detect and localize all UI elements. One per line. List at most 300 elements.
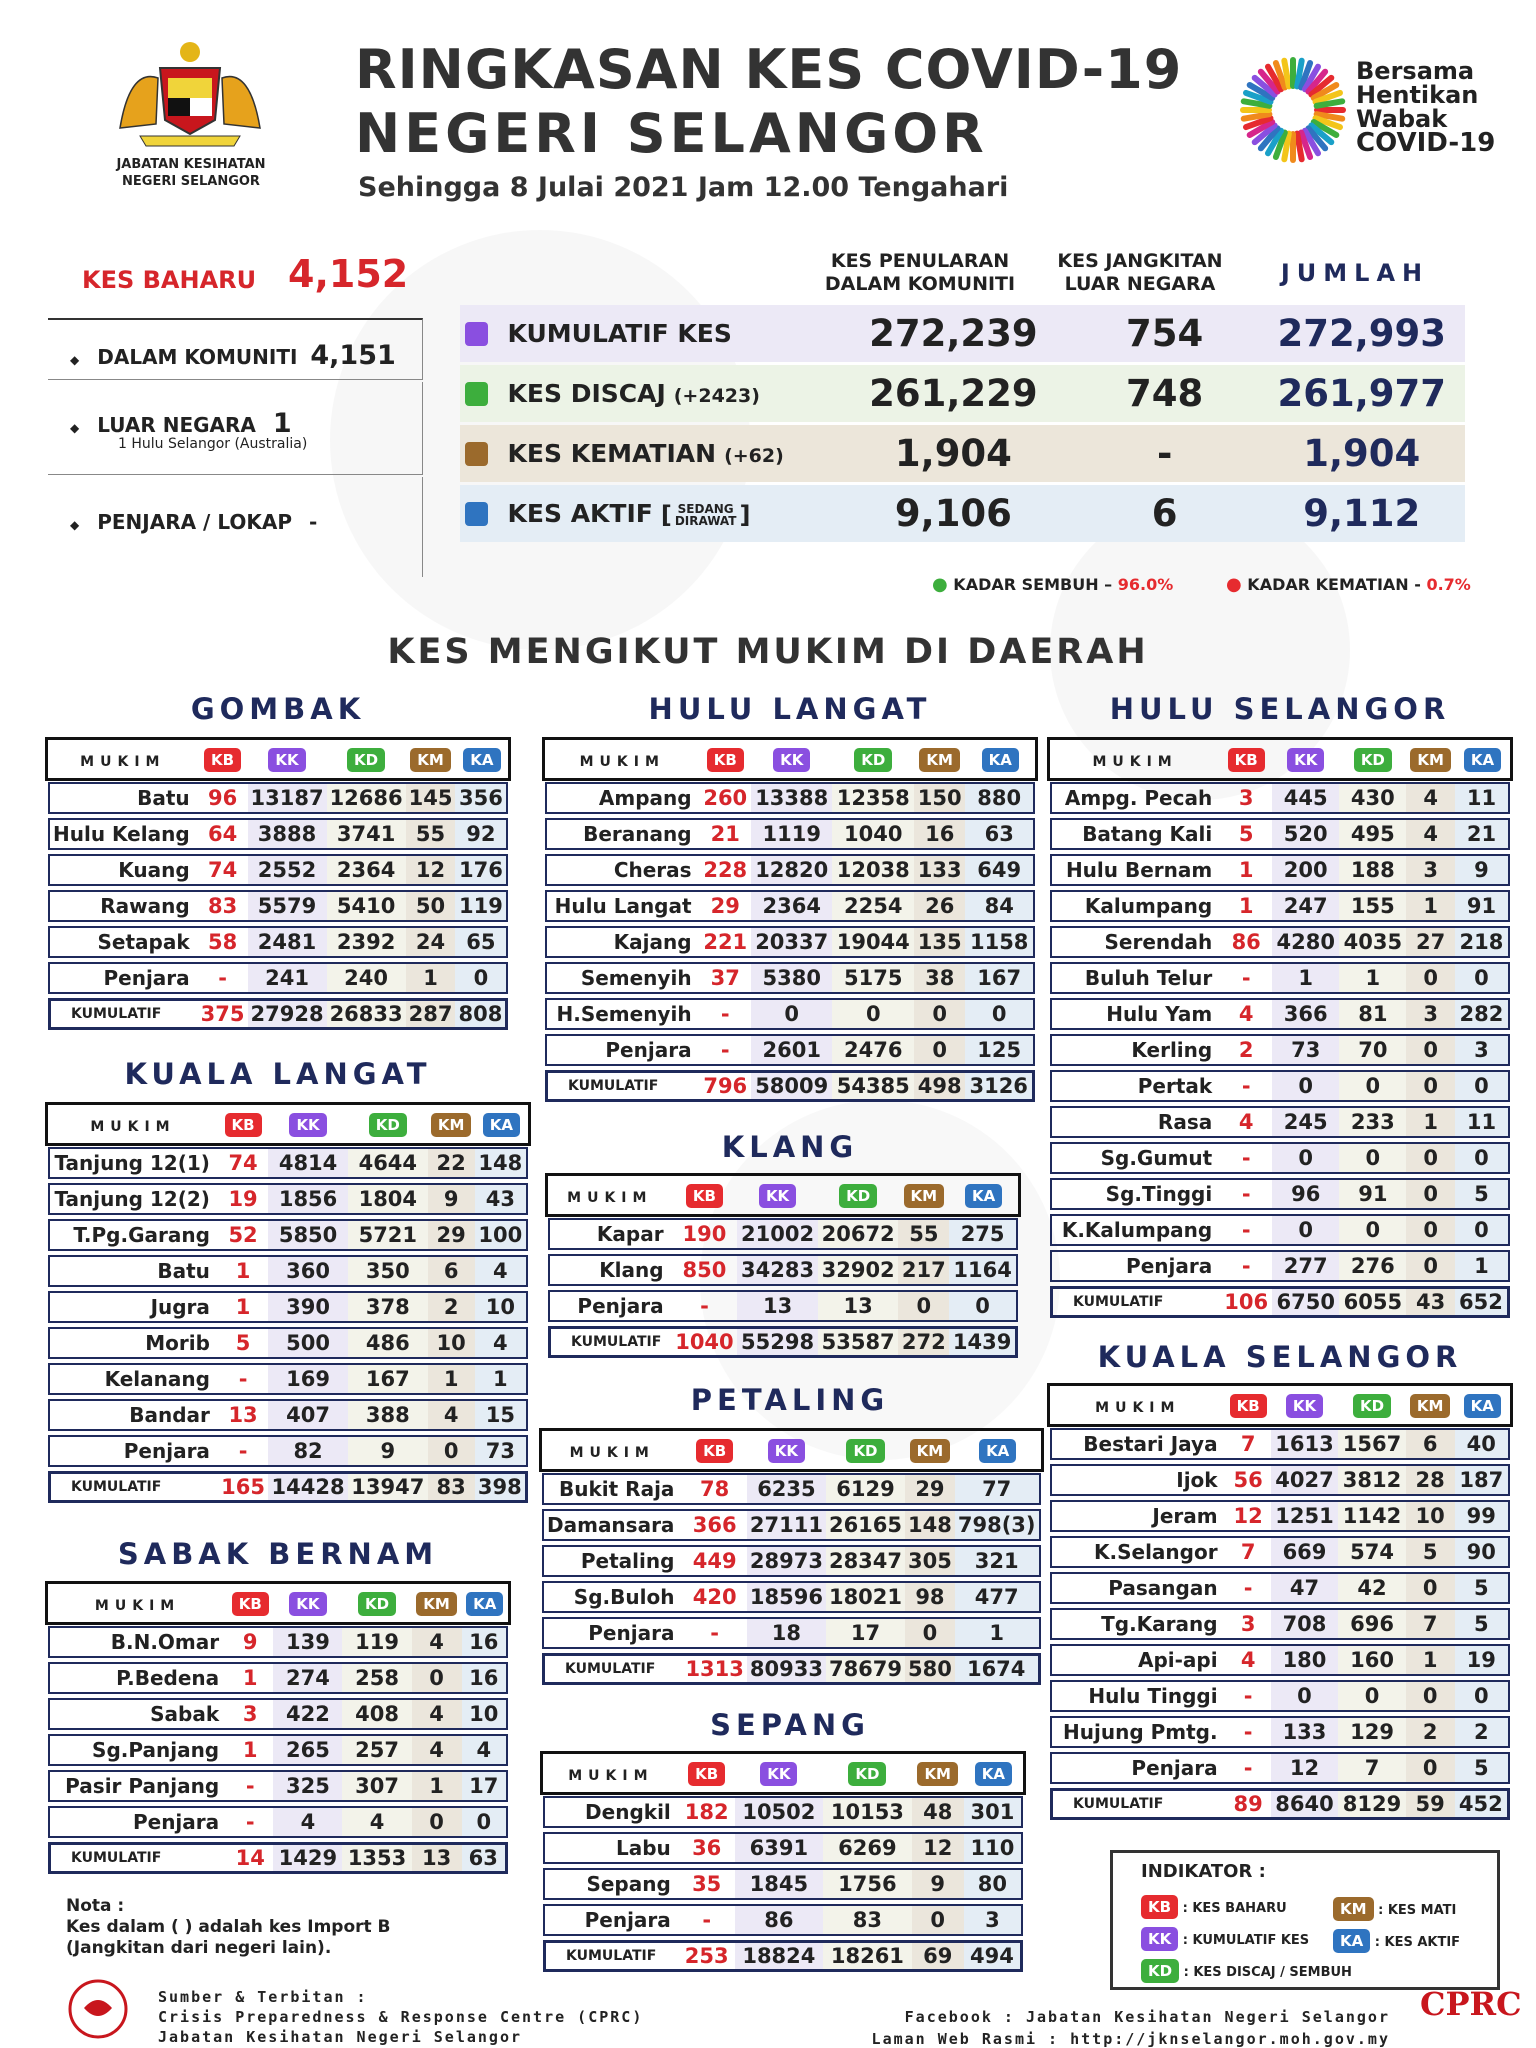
recovery-rate: ● KADAR SEMBUH – 96.0% — [932, 574, 1174, 595]
cumulative-km: 580 — [905, 1653, 955, 1685]
cell-ka: 40 — [1455, 1428, 1510, 1460]
cell-km: 4 — [428, 1399, 475, 1431]
cell-km: 0 — [1406, 1680, 1455, 1712]
ministry-seal-icon — [62, 1978, 134, 2040]
cumulative-ka: 652 — [1455, 1286, 1510, 1318]
mukim-name: B.N.Omar — [48, 1626, 227, 1658]
cell-ka: 65 — [455, 926, 508, 958]
mukim-name: Ampg. Pecah — [1050, 782, 1220, 814]
district-table-hulu-langat — [545, 736, 1035, 1106]
summary-value-c2: 6 — [1151, 492, 1178, 535]
cell-ka: 880 — [965, 782, 1035, 814]
cell-kb: 449 — [682, 1545, 746, 1577]
cell-kk: 2481 — [248, 926, 327, 958]
page-title: RINGKASAN KES COVID-19 NEGERI SELANGOR — [355, 38, 1183, 165]
cell-km: 0 — [412, 1662, 462, 1694]
cumulative-kk: 58009 — [751, 1070, 833, 1102]
cell-kk: 13388 — [751, 782, 833, 814]
column-header-kd: KD — [347, 748, 385, 772]
column-header-ka: KA — [463, 748, 500, 772]
column-header-kk: KK — [773, 748, 810, 772]
district-title-gombak: GOMBAK — [190, 692, 366, 726]
cell-kd: 26165 — [826, 1509, 905, 1541]
table-row — [1050, 1752, 1510, 1784]
column-header-kb: KB — [688, 1762, 725, 1786]
cell-km: 1 — [412, 1770, 462, 1802]
cell-kd: 258 — [342, 1662, 411, 1694]
cell-kk: 4280 — [1272, 926, 1339, 958]
table-row — [545, 962, 1035, 994]
cell-kb: 83 — [198, 890, 248, 922]
table-row — [542, 1617, 1041, 1649]
cell-ka: 0 — [462, 1806, 508, 1838]
column-header-km: KM — [904, 1184, 945, 1208]
cell-ka: 17 — [462, 1770, 508, 1802]
cell-km: 28 — [1406, 1464, 1455, 1496]
table-row — [543, 1796, 1023, 1828]
mukim-name: Kapar — [548, 1218, 672, 1250]
cell-km: 4 — [1406, 818, 1455, 850]
mukim-name: Damansara — [542, 1509, 682, 1541]
cell-kb: 4 — [1220, 1106, 1272, 1138]
cumulative-kd: 26833 — [327, 998, 406, 1030]
mukim-name: Cheras — [545, 854, 700, 886]
mukim-name: Hulu Kelang — [48, 818, 198, 850]
cell-km: 16 — [914, 818, 965, 850]
cell-kk: 422 — [273, 1698, 342, 1730]
cell-kb: 190 — [672, 1218, 738, 1250]
table-row — [1050, 1034, 1510, 1066]
cumulative-label: KUMULATIF — [1050, 1286, 1220, 1318]
mukim-name: Jeram — [1050, 1500, 1226, 1532]
table-header — [545, 740, 1035, 778]
cumulative-kd: 6055 — [1339, 1286, 1406, 1318]
mukim-name: Sg.Buloh — [542, 1581, 682, 1613]
cell-ka: 99 — [1455, 1500, 1510, 1532]
cell-kb: 13 — [218, 1399, 268, 1431]
cumulative-label: KUMULATIF — [48, 1842, 227, 1874]
cell-kk: 2364 — [751, 890, 833, 922]
mukim-name: Sabak — [48, 1698, 227, 1730]
table-row — [48, 1219, 528, 1251]
cell-km: 0 — [1406, 1752, 1455, 1784]
cell-ka: 0 — [1455, 1142, 1510, 1174]
green-dot-icon: ● — [932, 574, 948, 595]
cell-kb: 9 — [227, 1626, 273, 1658]
cell-kd: 4644 — [348, 1147, 428, 1179]
mukim-name: H.Semenyih — [545, 998, 700, 1030]
cell-kd: 4035 — [1339, 926, 1406, 958]
cell-kd: 32902 — [818, 1254, 899, 1286]
cell-kb: - — [679, 1904, 735, 1936]
column-header-km: KM — [1410, 748, 1451, 772]
cell-kb: - — [1226, 1572, 1271, 1604]
district-title-kuala-selangor: KUALA SELANGOR — [1097, 1340, 1463, 1374]
cell-km: 0 — [1406, 1214, 1455, 1246]
cell-kk: 4027 — [1271, 1464, 1339, 1496]
cell-ka: 0 — [949, 1290, 1018, 1322]
new-cases-value: 4,152 — [288, 252, 409, 296]
cell-kk: 12 — [1271, 1752, 1339, 1784]
cell-kb: 12 — [1226, 1500, 1271, 1532]
cell-kb: 29 — [700, 890, 751, 922]
cumulative-kd: 53587 — [818, 1326, 899, 1358]
cell-kk: 390 — [268, 1291, 348, 1323]
cell-kb: 5 — [1220, 818, 1272, 850]
table-row — [1050, 1142, 1510, 1174]
cell-ka: 187 — [1455, 1464, 1510, 1496]
cell-km: 7 — [1406, 1608, 1455, 1640]
table-row — [48, 1399, 528, 1431]
table-row — [48, 1662, 508, 1694]
cell-kd: 696 — [1338, 1608, 1406, 1640]
cumulative-ka: 1674 — [955, 1653, 1041, 1685]
cumulative-kd: 18261 — [823, 1940, 912, 1972]
district-title-sabak-bernam: SABAK BERNAM — [117, 1537, 439, 1571]
table-row — [48, 1183, 528, 1215]
cell-kb: 228 — [700, 854, 751, 886]
cell-kb: 37 — [700, 962, 751, 994]
district-table-sepang — [543, 1750, 1023, 1976]
column-header-kd: KD — [848, 1762, 886, 1786]
table-row — [48, 1770, 508, 1802]
cell-kb: 4 — [1220, 998, 1272, 1030]
column-header-mukim: MUKIM — [94, 1598, 181, 1614]
column-header-kb: KB — [225, 1113, 262, 1137]
cell-ka: 16 — [462, 1626, 508, 1658]
cell-kd: 17 — [826, 1617, 905, 1649]
cell-kk: 407 — [268, 1399, 348, 1431]
cell-kb: - — [682, 1617, 746, 1649]
cell-km: 4 — [412, 1626, 462, 1658]
cell-kb: - — [1220, 1178, 1272, 1210]
cumulative-row — [548, 1326, 1018, 1358]
cell-kd: 160 — [1338, 1644, 1406, 1676]
cumulative-kd: 8129 — [1338, 1788, 1406, 1820]
legend-kd: KD : KES DISCAJ / SEMBUH — [1141, 1959, 1352, 1983]
prison-row: ◆ PENJARA / LOKAP - — [70, 510, 318, 534]
table-header — [542, 1431, 1041, 1469]
cell-kb: 52 — [218, 1219, 268, 1251]
district-table-hulu-selangor — [1050, 736, 1510, 1322]
cell-kb: 74 — [198, 854, 248, 886]
mukim-name: Rasa — [1050, 1106, 1220, 1138]
cell-kd: 1804 — [348, 1183, 428, 1215]
district-table-kuala-langat — [48, 1101, 528, 1507]
column-header-kb: KB — [1230, 1394, 1267, 1418]
cell-kd: 2392 — [327, 926, 406, 958]
cell-kb: 78 — [682, 1473, 746, 1505]
cell-kk: 1856 — [268, 1183, 348, 1215]
cumulative-km: 69 — [912, 1940, 964, 1972]
column-header-kd: KD — [358, 1592, 396, 1616]
cell-km: 305 — [905, 1545, 955, 1577]
cell-kd: 0 — [1338, 1680, 1406, 1712]
cell-ka: 798(3) — [955, 1509, 1041, 1541]
column-header-kd: KD — [846, 1439, 884, 1463]
cell-km: 0 — [898, 1290, 949, 1322]
table-row — [48, 854, 508, 886]
cell-ka: 92 — [455, 818, 508, 850]
cprc-logo — [1420, 1985, 1522, 2041]
mukim-name: Penjara — [545, 1034, 700, 1066]
cell-kk: 133 — [1271, 1716, 1339, 1748]
cumulative-label: KUMULATIF — [48, 998, 198, 1030]
cell-km: 145 — [406, 782, 456, 814]
cell-kk: 500 — [268, 1327, 348, 1359]
community-row: ◆ DALAM KOMUNITI 4,151 — [70, 340, 396, 371]
mukim-name: Penjara — [542, 1617, 682, 1649]
column-header-ka: KA — [1464, 748, 1501, 772]
cell-kd: 1 — [1339, 962, 1406, 994]
cell-kd: 10153 — [823, 1796, 912, 1828]
cell-kb: 420 — [682, 1581, 746, 1613]
cell-kd: 378 — [348, 1291, 428, 1323]
table-row — [48, 1291, 528, 1323]
summary-value-c1: 272,239 — [869, 312, 1038, 355]
column-header-kd: KD — [854, 748, 892, 772]
table-row — [1050, 1070, 1510, 1102]
cell-kd: 6129 — [826, 1473, 905, 1505]
cell-kb: 3 — [227, 1698, 273, 1730]
new-cases-label: KES BAHARU — [82, 266, 257, 294]
cell-km: 0 — [412, 1806, 462, 1838]
cell-kk: 1 — [1272, 962, 1339, 994]
table-row — [1050, 926, 1510, 958]
cell-kk: 2601 — [751, 1034, 833, 1066]
summary-value-c3: 261,977 — [1277, 372, 1446, 415]
cumulative-row — [1050, 1788, 1510, 1820]
cell-km: 4 — [412, 1698, 462, 1730]
cell-kk: 5850 — [268, 1219, 348, 1251]
cell-kk: 5579 — [248, 890, 327, 922]
table-row — [1050, 1178, 1510, 1210]
cell-kb: 1 — [1220, 854, 1272, 886]
cell-kd: 0 — [832, 998, 914, 1030]
cell-ka: 5 — [1455, 1572, 1510, 1604]
cell-kb: - — [227, 1770, 273, 1802]
cell-kk: 1613 — [1271, 1428, 1339, 1460]
legend-title: INDIKATOR : — [1141, 1861, 1266, 1882]
column-header-kk: KK — [1287, 748, 1324, 772]
cell-kd: 83 — [823, 1904, 912, 1936]
summary-row-label: KES KEMATIAN (+62) — [507, 439, 784, 468]
mukim-name: Sg.Gumut — [1050, 1142, 1220, 1174]
cell-kk: 18 — [747, 1617, 826, 1649]
cell-ka: 176 — [455, 854, 508, 886]
district-title-hulu-langat: HULU LANGAT — [648, 692, 932, 726]
summary-value-c1: 1,904 — [894, 432, 1012, 475]
table-row — [1050, 818, 1510, 850]
cumulative-kk: 6750 — [1272, 1286, 1339, 1318]
column-header-kd: KD — [1353, 1394, 1391, 1418]
cumulative-km: 13 — [412, 1842, 462, 1874]
cell-km: 10 — [1406, 1500, 1455, 1532]
cell-kb: 1 — [227, 1662, 273, 1694]
cprc-logo-text: CPRC — [1420, 1985, 1522, 2023]
cell-ka: 5 — [1455, 1608, 1510, 1640]
cell-kd: 91 — [1339, 1178, 1406, 1210]
cell-kb: 86 — [1220, 926, 1272, 958]
col-head-abroad: KES JANGKITAN LUAR NEGARA — [1057, 250, 1223, 295]
summary-value-c3: 272,993 — [1277, 312, 1446, 355]
table-row — [1050, 1572, 1510, 1604]
summary-value-c1: 9,106 — [894, 492, 1012, 535]
cell-km: 55 — [406, 818, 456, 850]
cell-kd: 70 — [1339, 1034, 1406, 1066]
cell-kd: 574 — [1338, 1536, 1406, 1568]
table-row — [48, 1435, 528, 1467]
table-row — [48, 926, 508, 958]
campaign-ring-icon — [1238, 55, 1348, 165]
table-header — [1050, 1386, 1510, 1424]
cell-km: 10 — [428, 1327, 475, 1359]
cell-kb: - — [1220, 1250, 1272, 1282]
mukim-name: P.Bedena — [48, 1662, 227, 1694]
table-row — [545, 782, 1035, 814]
cell-km: 0 — [905, 1617, 955, 1649]
cumulative-label: KUMULATIF — [1050, 1788, 1226, 1820]
cell-km: 3 — [1406, 854, 1455, 886]
facebook-link[interactable]: Facebook : Jabatan Kesihatan Negeri Selangor — [904, 2008, 1390, 2026]
mukim-name: Serendah — [1050, 926, 1220, 958]
cumulative-kb: 796 — [700, 1070, 751, 1102]
col-head-community: KES PENULARAN DALAM KOMUNITI — [824, 250, 1016, 295]
bullet-icon: ◆ — [70, 353, 80, 367]
cell-kd: 388 — [348, 1399, 428, 1431]
mukim-name: Pertak — [1050, 1070, 1220, 1102]
cell-ka: 0 — [1455, 1070, 1510, 1102]
abroad-row: ◆ LUAR NEGARA 1 — [70, 408, 292, 439]
cumulative-ka: 452 — [1455, 1788, 1510, 1820]
column-header-kk: KK — [289, 1113, 326, 1137]
table-row — [48, 1255, 528, 1287]
mukim-name: T.Pg.Garang — [48, 1219, 218, 1251]
cell-ka: 282 — [1455, 998, 1510, 1030]
mukim-name: Penjara — [1050, 1250, 1220, 1282]
cell-kd: 6269 — [823, 1832, 912, 1864]
cell-kb: 3 — [1220, 782, 1272, 814]
cell-ka: 0 — [1455, 962, 1510, 994]
cell-kd: 3741 — [327, 818, 406, 850]
summary-row — [460, 305, 1465, 362]
table-row — [548, 1290, 1018, 1322]
cell-kb: 366 — [682, 1509, 746, 1541]
cell-ka: 2 — [1455, 1716, 1510, 1748]
cell-kk: 0 — [1272, 1142, 1339, 1174]
cell-kk: 1845 — [735, 1868, 824, 1900]
cell-kb: - — [700, 1034, 751, 1066]
cell-ka: 0 — [1455, 1214, 1510, 1246]
cell-kb: - — [700, 998, 751, 1030]
table-row — [542, 1581, 1041, 1613]
cell-kk: 445 — [1272, 782, 1339, 814]
cell-ka: 218 — [1455, 926, 1510, 958]
cell-kd: 19044 — [832, 926, 914, 958]
summary-row-label: KES DISCAJ (+2423) — [507, 379, 760, 408]
cell-kk: 241 — [248, 962, 327, 994]
cell-km: 0 — [914, 998, 965, 1030]
cell-kk: 18596 — [747, 1581, 826, 1613]
mukim-name: Beranang — [545, 818, 700, 850]
mukim-name: Batu — [48, 1255, 218, 1287]
cell-km: 0 — [1406, 1178, 1455, 1210]
cell-kk: 366 — [1272, 998, 1339, 1030]
cell-kb: - — [1226, 1752, 1271, 1784]
cumulative-km: 498 — [914, 1070, 965, 1102]
cell-ka: 5 — [1455, 1752, 1510, 1784]
cell-ka: 43 — [475, 1183, 528, 1215]
column-header-km: KM — [917, 1762, 958, 1786]
cell-kd: 28347 — [826, 1545, 905, 1577]
cumulative-row — [48, 1471, 528, 1503]
color-square-icon — [465, 322, 488, 346]
website-link[interactable]: Laman Web Rasmi : http://jknselangor.moh.gov.my — [871, 2030, 1390, 2048]
cell-kd: 2254 — [832, 890, 914, 922]
cell-kb: 96 — [198, 782, 248, 814]
cell-km: 0 — [1406, 1250, 1455, 1282]
cell-km: 12 — [912, 1832, 964, 1864]
cell-kb: - — [1220, 1070, 1272, 1102]
table-row — [545, 854, 1035, 886]
cell-kk: 96 — [1272, 1178, 1339, 1210]
cell-ka: 148 — [475, 1147, 528, 1179]
bullet-icon: ◆ — [70, 421, 80, 435]
column-header-km: KM — [431, 1113, 472, 1137]
cell-km: 98 — [905, 1581, 955, 1613]
cell-km: 3 — [1406, 998, 1455, 1030]
cell-kk: 247 — [1272, 890, 1339, 922]
cell-kd: 188 — [1339, 854, 1406, 886]
cumulative-ka: 1439 — [949, 1326, 1018, 1358]
cell-km: 6 — [428, 1255, 475, 1287]
cumulative-kb: 1313 — [682, 1653, 746, 1685]
mukim-name: Hulu Langat — [545, 890, 700, 922]
cell-kd: 167 — [348, 1363, 428, 1395]
cell-km: 9 — [428, 1183, 475, 1215]
cell-kb: - — [218, 1363, 268, 1395]
table-row — [1050, 1428, 1510, 1460]
cumulative-ka: 398 — [475, 1471, 528, 1503]
cell-kd: 5410 — [327, 890, 406, 922]
cell-ka: 1158 — [965, 926, 1035, 958]
mukim-name: Penjara — [48, 1806, 227, 1838]
district-table-sabak-bernam — [48, 1580, 508, 1878]
mukim-name: Penjara — [543, 1904, 679, 1936]
cell-kb: - — [1220, 962, 1272, 994]
cell-kk: 0 — [1272, 1070, 1339, 1102]
summary-value-c2: - — [1156, 432, 1173, 475]
summary-value-c1: 261,229 — [869, 372, 1038, 415]
cell-kb: - — [227, 1806, 273, 1838]
cell-km: 27 — [1406, 926, 1455, 958]
cumulative-row — [542, 1653, 1041, 1685]
cumulative-ka: 3126 — [965, 1070, 1035, 1102]
cell-kb: 64 — [198, 818, 248, 850]
cell-ka: 1 — [475, 1363, 528, 1395]
table-row — [1050, 1536, 1510, 1568]
col-head-total: JUMLAH — [1280, 259, 1430, 287]
cell-kb: - — [1220, 1214, 1272, 1246]
cell-kd: 12038 — [832, 854, 914, 886]
cell-kd: 495 — [1339, 818, 1406, 850]
mukim-name: Bandar — [48, 1399, 218, 1431]
column-header-kd: KD — [1354, 748, 1392, 772]
cell-kd: 1142 — [1338, 1500, 1406, 1532]
summary-row — [460, 365, 1465, 422]
cell-kk: 139 — [273, 1626, 342, 1658]
cell-kb: - — [198, 962, 248, 994]
